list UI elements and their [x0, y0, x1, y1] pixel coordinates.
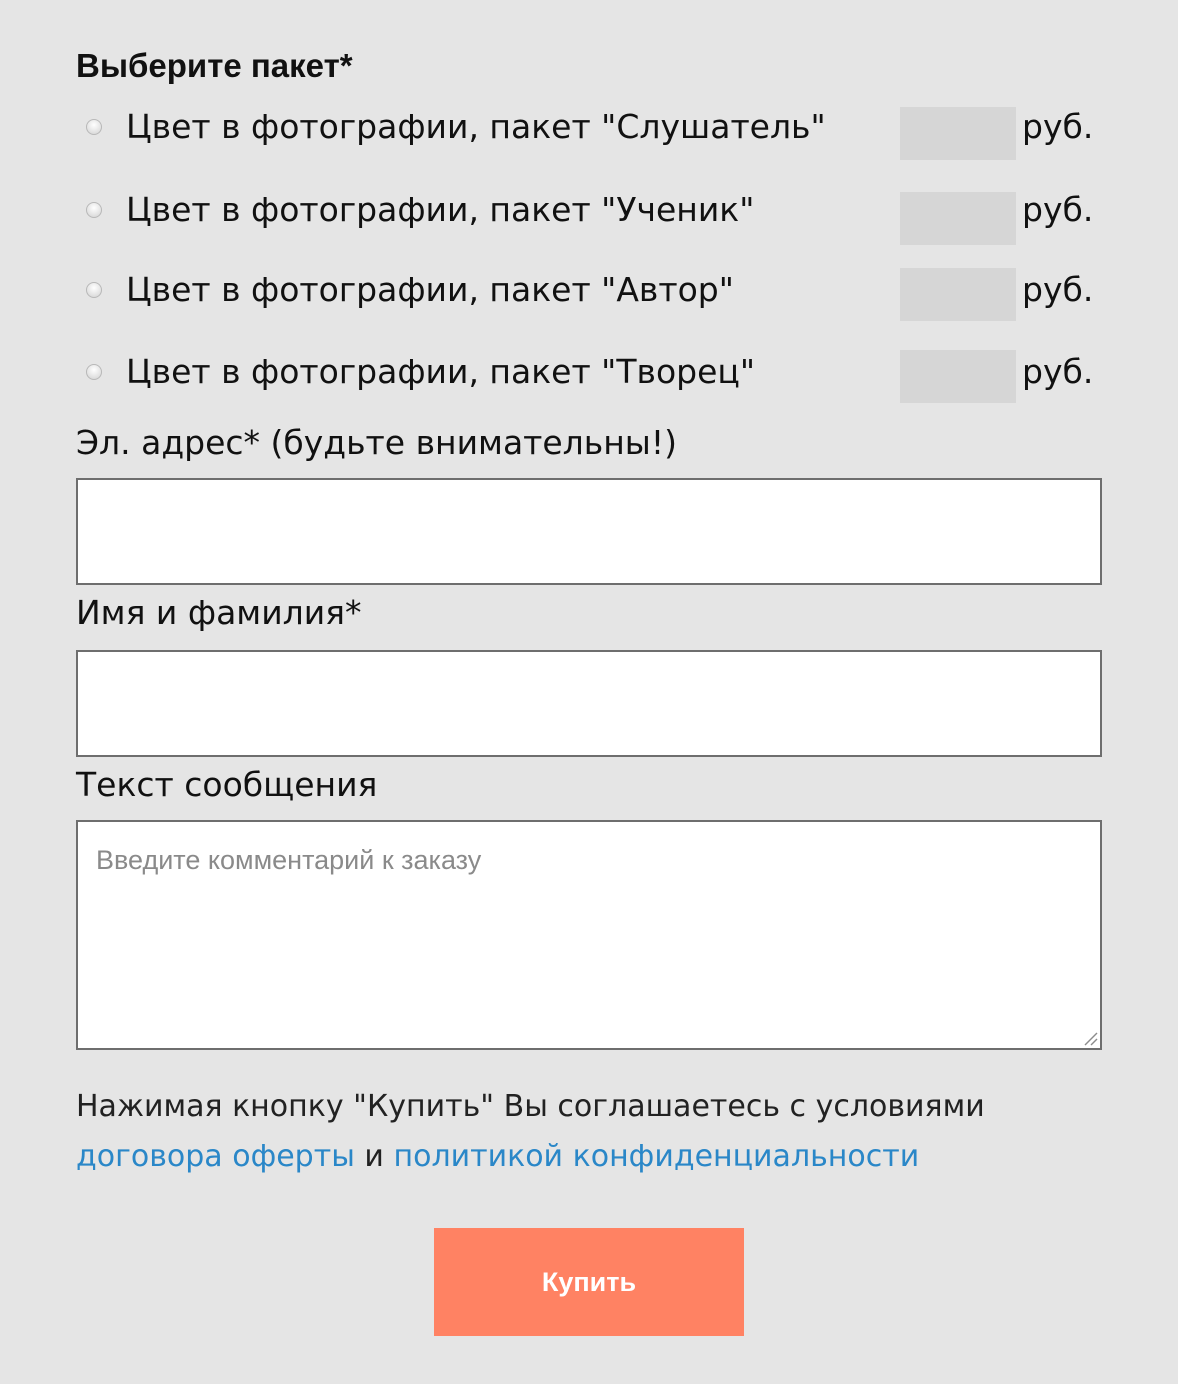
resize-handle-icon[interactable]	[1082, 1030, 1098, 1046]
privacy-policy-link[interactable]: политикой конфиденциальности	[393, 1139, 920, 1174]
package-option-label[interactable]: Цвет в фотографии, пакет "Ученик"	[126, 190, 755, 229]
message-label: Текст сообщения	[76, 765, 378, 804]
package-option-creator[interactable]	[76, 351, 1106, 407]
package-option-label[interactable]: Цвет в фотографии, пакет "Творец"	[126, 352, 756, 391]
email-field[interactable]	[76, 478, 1102, 585]
radio-circle-icon[interactable]	[86, 282, 102, 298]
package-option-author[interactable]	[76, 269, 1106, 325]
name-field[interactable]	[76, 650, 1102, 757]
package-option-listener[interactable]	[76, 106, 1106, 162]
price-box	[900, 192, 1016, 245]
package-option-label[interactable]: Цвет в фотографии, пакет "Автор"	[126, 270, 734, 309]
radio-circle-icon[interactable]	[86, 119, 102, 135]
currency-label: руб.	[1022, 107, 1094, 146]
package-section-title: Выберите пакет*	[76, 47, 353, 84]
agreement-prefix: Нажимая кнопку "Купить" Вы соглашаетесь с условиями	[76, 1089, 985, 1124]
agreement-text	[76, 1082, 1106, 1182]
currency-label: руб.	[1022, 352, 1094, 391]
package-option-student[interactable]	[76, 189, 1106, 245]
email-label: Эл. адрес* (будьте внимательны!)	[76, 423, 677, 462]
buy-button[interactable]: Купить	[434, 1228, 744, 1336]
message-textarea[interactable]	[76, 820, 1102, 1050]
package-option-label[interactable]: Цвет в фотографии, пакет "Слушатель"	[126, 107, 826, 146]
radio-circle-icon[interactable]	[86, 364, 102, 380]
price-box	[900, 350, 1016, 403]
name-label: Имя и фамилия*	[76, 593, 362, 632]
agreement-middle: и	[354, 1139, 394, 1174]
offer-contract-link[interactable]: договора оферты	[76, 1139, 355, 1174]
radio-circle-icon[interactable]	[86, 202, 102, 218]
currency-label: руб.	[1022, 190, 1094, 229]
price-box	[900, 268, 1016, 321]
price-box	[900, 107, 1016, 160]
currency-label: руб.	[1022, 270, 1094, 309]
